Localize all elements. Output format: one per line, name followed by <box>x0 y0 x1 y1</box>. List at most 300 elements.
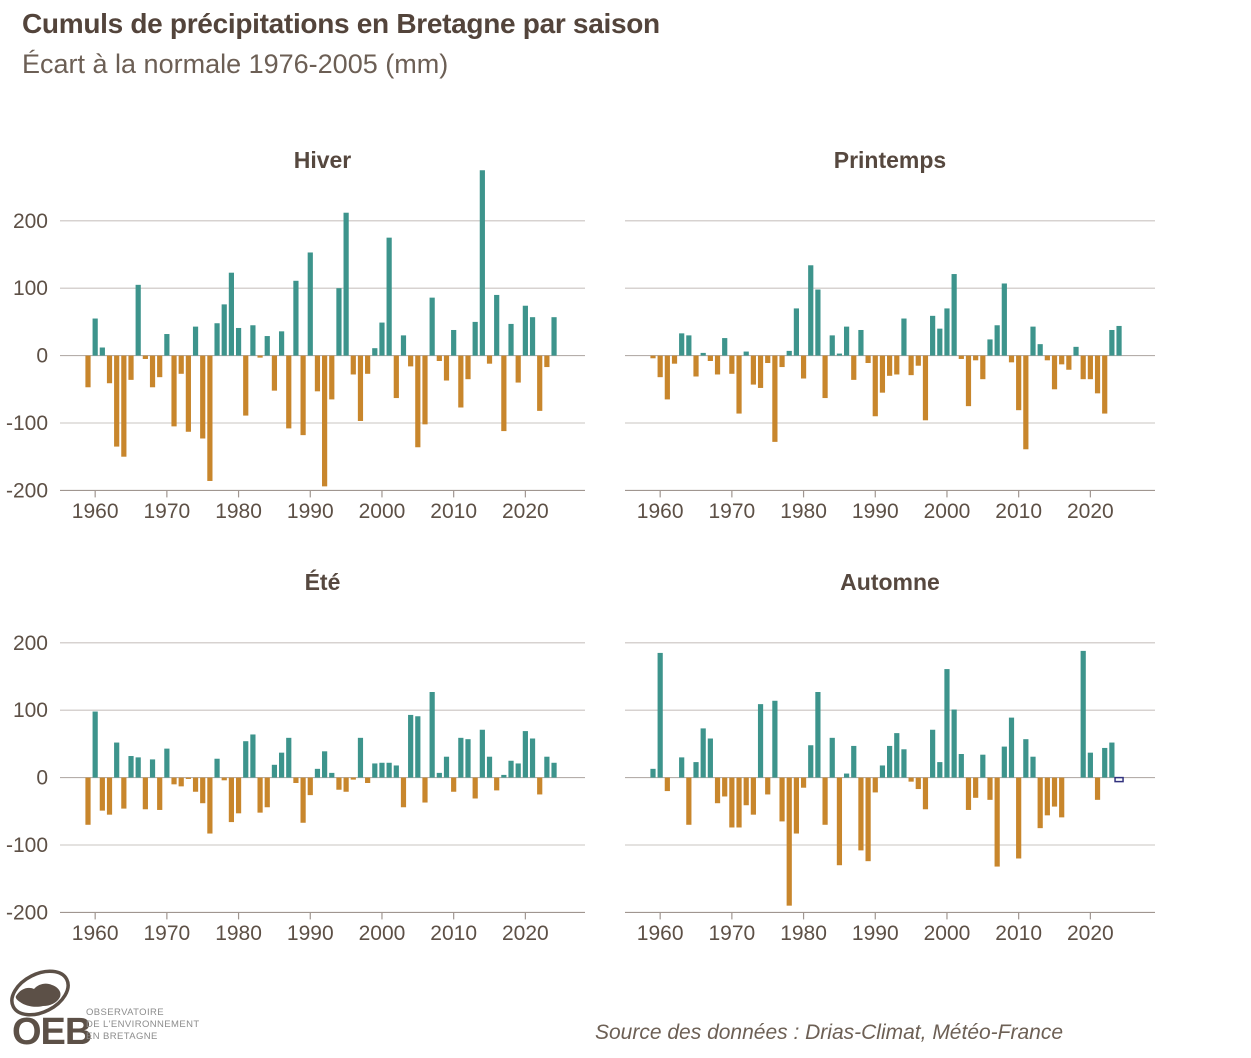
bar-1960 <box>658 653 663 778</box>
bar-2017 <box>501 356 506 431</box>
bar-1987 <box>286 356 291 429</box>
bar-1995 <box>344 213 349 356</box>
chart-title-hiver: Hiver <box>293 147 352 173</box>
bar-1985 <box>837 778 842 866</box>
bar-1974 <box>193 327 198 356</box>
bar-2003 <box>966 356 971 407</box>
bar-1982 <box>815 290 820 356</box>
bar-1982 <box>250 734 255 777</box>
bar-1999 <box>372 348 377 355</box>
bar-1965 <box>128 756 133 778</box>
bar-2021 <box>1095 778 1100 800</box>
bar-2008 <box>1002 283 1007 355</box>
x-axis-label-1980: 1980 <box>780 500 827 523</box>
bar-1980 <box>801 778 806 788</box>
bar-2005 <box>415 716 420 777</box>
bar-1990 <box>873 778 878 793</box>
bar-1981 <box>243 741 248 777</box>
bar-1968 <box>715 778 720 804</box>
y-axis-label-200: 200 <box>12 631 48 655</box>
bar-2013 <box>1038 344 1043 355</box>
bar-1992 <box>322 356 327 487</box>
bar-1963 <box>114 743 119 778</box>
bar-1978 <box>787 351 792 356</box>
bar-2005 <box>980 356 985 380</box>
bar-2002 <box>394 356 399 398</box>
bar-1975 <box>200 778 205 804</box>
bar-2024 <box>1116 326 1121 356</box>
bar-2002 <box>394 765 399 777</box>
bar-1986 <box>844 774 849 778</box>
bar-2008 <box>1002 747 1007 778</box>
bar-1999 <box>937 762 942 778</box>
x-axis-label-2000: 2000 <box>358 500 406 523</box>
bar-1966 <box>136 285 141 356</box>
bar-2014 <box>1045 356 1050 361</box>
x-axis-label-2000: 2000 <box>923 922 971 945</box>
bar-1972 <box>744 778 749 806</box>
bar-1967 <box>708 739 713 778</box>
bar-2017 <box>501 775 506 778</box>
bar-1968 <box>715 356 720 375</box>
bar-2009 <box>1009 718 1014 778</box>
y-axis-label-0: 0 <box>36 344 48 368</box>
bar-1982 <box>250 325 255 355</box>
bar-1961 <box>665 778 670 791</box>
bar-2022 <box>537 778 542 795</box>
bar-2000 <box>944 669 949 778</box>
bar-2016 <box>494 295 499 356</box>
bar-1989 <box>301 778 306 823</box>
bar-1959 <box>650 356 655 359</box>
chart-title-ete: Été <box>304 569 341 595</box>
x-axis-label-1960: 1960 <box>71 500 119 523</box>
bar-1994 <box>336 288 341 355</box>
bar-2017 <box>1066 356 1071 370</box>
bar-2008 <box>437 356 442 361</box>
bar-1976 <box>772 701 777 778</box>
bar-2011 <box>458 738 463 778</box>
bar-2015 <box>1052 356 1057 390</box>
bar-1996 <box>916 778 921 789</box>
bar-1971 <box>171 778 176 785</box>
bar-1966 <box>136 757 141 777</box>
bar-1970 <box>729 356 734 374</box>
x-axis-label-2020: 2020 <box>502 922 549 945</box>
bar-1998 <box>930 316 935 356</box>
bar-2003 <box>401 335 406 355</box>
bar-1978 <box>222 304 227 355</box>
chart-ete <box>0 552 600 952</box>
bar-2019 <box>516 356 521 383</box>
bar-1966 <box>701 728 706 777</box>
bar-1994 <box>901 319 906 356</box>
bar-1986 <box>279 331 284 355</box>
bar-1980 <box>236 778 241 814</box>
bar-1988 <box>858 778 863 851</box>
bar-1962 <box>672 356 677 364</box>
logo-org-line-3: EN BRETAGNE <box>86 1031 158 1042</box>
bar-1987 <box>286 738 291 778</box>
bar-2020 <box>1088 753 1093 778</box>
chart-title-automne: Automne <box>840 569 940 595</box>
bar-1988 <box>293 281 298 356</box>
bar-1976 <box>772 356 777 442</box>
bar-2012 <box>465 356 470 380</box>
bar-2007 <box>430 298 435 356</box>
bar-2014 <box>480 730 485 778</box>
bar-2004 <box>973 778 978 798</box>
bar-1998 <box>365 778 370 783</box>
bar-2015 <box>487 356 492 364</box>
bar-1965 <box>693 762 698 778</box>
bar-2022 <box>1102 356 1107 414</box>
chart-automne <box>600 552 1251 952</box>
bar-1977 <box>779 778 784 822</box>
bar-1968 <box>150 759 155 777</box>
bar-1996 <box>351 778 356 780</box>
bar-1977 <box>214 759 219 778</box>
bar-2016 <box>1059 356 1064 365</box>
bar-2003 <box>401 778 406 808</box>
bar-2010 <box>1016 778 1021 859</box>
bar-1965 <box>128 356 133 380</box>
bar-1965 <box>693 356 698 377</box>
bar-1961 <box>665 356 670 400</box>
bar-1963 <box>679 333 684 355</box>
bar-1970 <box>729 778 734 828</box>
x-axis-label-2010: 2010 <box>430 500 478 523</box>
bar-1979 <box>229 273 234 356</box>
bar-2019 <box>1081 651 1086 778</box>
bar-2020 <box>1088 356 1093 380</box>
y-axis-label-100: 100 <box>12 699 48 723</box>
bar-2018 <box>1073 347 1078 356</box>
bar-1969 <box>722 338 727 356</box>
bar-1997 <box>358 738 363 778</box>
bar-2001 <box>387 238 392 356</box>
bar-2010 <box>1016 356 1021 411</box>
bar-2003 <box>966 778 971 810</box>
bar-1994 <box>336 778 341 790</box>
bar-2008 <box>437 773 442 778</box>
x-axis-label-2020: 2020 <box>1067 500 1114 523</box>
bar-1990 <box>308 778 313 796</box>
chart-title-printemps: Printemps <box>833 147 947 173</box>
bar-1960 <box>658 356 663 378</box>
bar-1970 <box>164 334 169 356</box>
y-axis-label-0: 0 <box>36 766 48 790</box>
bar-1961 <box>100 778 105 811</box>
bar-1964 <box>686 335 691 355</box>
bar-1975 <box>765 356 770 363</box>
source-note: Source des données : Drias-Climat, Météo-France <box>595 1021 1064 1044</box>
bar-2022 <box>537 356 542 411</box>
bar-1962 <box>107 778 112 815</box>
bar-2014 <box>480 170 485 355</box>
y-axis-label--200: -200 <box>5 901 48 925</box>
bar-1988 <box>293 778 298 783</box>
bar-1968 <box>150 356 155 388</box>
bar-1959 <box>85 778 90 825</box>
bar-1974 <box>758 356 763 388</box>
bar-2001 <box>387 763 392 778</box>
x-axis-label-1970: 1970 <box>708 500 756 523</box>
bar-2016 <box>1059 778 1064 818</box>
bar-1997 <box>358 356 363 421</box>
bar-1983 <box>257 356 262 358</box>
bar-2004 <box>408 356 413 367</box>
x-axis-label-1980: 1980 <box>215 922 262 945</box>
bar-2012 <box>1030 327 1035 356</box>
bar-1997 <box>923 778 928 810</box>
bar-1972 <box>744 352 749 356</box>
bar-1989 <box>866 778 871 862</box>
bar-1985 <box>837 354 842 356</box>
bar-2009 <box>444 356 449 381</box>
bar-2000 <box>379 763 384 778</box>
y-axis-label--100: -100 <box>5 834 48 857</box>
bar-1981 <box>808 745 813 777</box>
page-subtitle: Écart à la normale 1976-2005 (mm) <box>22 49 449 79</box>
x-axis-label-1960: 1960 <box>636 500 684 523</box>
bar-1999 <box>937 329 942 356</box>
bar-2020 <box>523 731 528 778</box>
bar-2013 <box>1038 778 1043 829</box>
bar-2019 <box>1081 356 1086 380</box>
bar-1976 <box>207 778 212 834</box>
bar-1967 <box>708 356 713 361</box>
bar-1984 <box>265 336 270 356</box>
bar-1971 <box>171 356 176 427</box>
bar-2023 <box>544 757 549 778</box>
bar-1969 <box>157 778 162 810</box>
bar-1964 <box>686 778 691 825</box>
bar-1972 <box>179 356 184 374</box>
x-axis-label-1990: 1990 <box>286 922 334 945</box>
bar-1998 <box>930 730 935 778</box>
bar-1985 <box>272 356 277 391</box>
bar-2016 <box>494 778 499 791</box>
bar-2022 <box>1102 748 1107 778</box>
logo-org-line-2: DE L'ENVIRONNEMENT <box>86 1019 200 1030</box>
y-axis-label-100: 100 <box>12 277 48 301</box>
bar-2006 <box>422 778 427 803</box>
bar-2005 <box>980 755 985 778</box>
x-axis-label-1970: 1970 <box>143 500 191 523</box>
bar-1977 <box>214 323 219 355</box>
bar-2021 <box>1095 356 1100 394</box>
bar-2023 <box>1109 330 1114 356</box>
bar-1995 <box>909 356 914 376</box>
chart-hiver <box>0 130 600 530</box>
bar-2009 <box>1009 356 1014 363</box>
bar-2018 <box>508 324 513 356</box>
x-axis-label-2000: 2000 <box>923 500 971 523</box>
bar-1983 <box>257 778 262 813</box>
bar-2011 <box>458 356 463 408</box>
bar-1981 <box>243 356 248 416</box>
bar-1975 <box>200 356 205 439</box>
bar-1979 <box>794 308 799 355</box>
bar-1972 <box>179 778 184 787</box>
bar-1991 <box>315 356 320 392</box>
page-title: Cumuls de précipitations en Bretagne par saison <box>22 8 660 39</box>
x-axis-label-2020: 2020 <box>502 500 549 523</box>
bar-1961 <box>100 348 105 356</box>
bar-1993 <box>894 356 899 375</box>
bar-1973 <box>186 356 191 432</box>
bar-2007 <box>995 325 1000 355</box>
x-axis-label-2020: 2020 <box>1067 922 1114 945</box>
bar-1993 <box>329 356 334 400</box>
x-axis-label-1970: 1970 <box>708 922 756 945</box>
bar-2009 <box>444 757 449 778</box>
bar-2012 <box>1030 757 1035 778</box>
x-axis-label-2010: 2010 <box>995 500 1043 523</box>
bar-1992 <box>887 356 892 376</box>
bar-1986 <box>279 753 284 778</box>
bar-1995 <box>909 778 914 782</box>
brittany-map-icon <box>16 984 61 1007</box>
bar-1999 <box>372 763 377 777</box>
bar-2002 <box>959 356 964 359</box>
x-axis-label-1960: 1960 <box>636 922 684 945</box>
bar-1982 <box>815 692 820 778</box>
bar-2007 <box>995 778 1000 867</box>
chart-printemps <box>600 130 1251 530</box>
bar-1974 <box>193 778 198 792</box>
bar-1975 <box>765 778 770 795</box>
bar-2004 <box>973 356 978 361</box>
bar-1959 <box>650 769 655 778</box>
y-axis-label--100: -100 <box>5 412 48 435</box>
bar-1959 <box>85 356 90 388</box>
x-axis-label-2010: 2010 <box>430 922 478 945</box>
bar-2011 <box>1023 739 1028 777</box>
bar-1970 <box>164 749 169 778</box>
bar-1967 <box>143 778 148 810</box>
bar-2023 <box>544 356 549 367</box>
bar-2001 <box>952 274 957 356</box>
bar-2006 <box>987 778 992 800</box>
bar-1985 <box>272 765 277 778</box>
bar-1990 <box>308 252 313 355</box>
bar-1989 <box>866 356 871 363</box>
bar-1984 <box>830 738 835 778</box>
x-axis-label-1990: 1990 <box>851 500 899 523</box>
bar-1978 <box>787 778 792 906</box>
bar-1984 <box>830 335 835 355</box>
bar-2000 <box>944 308 949 355</box>
bar-1992 <box>322 751 327 777</box>
bar-2011 <box>1023 356 1028 450</box>
bar-1971 <box>736 356 741 414</box>
x-axis-label-2010: 2010 <box>995 922 1043 945</box>
bar-1973 <box>751 778 756 815</box>
bar-1969 <box>157 356 162 378</box>
bar-2002 <box>959 754 964 778</box>
bar-2019 <box>516 763 521 777</box>
bar-2005 <box>415 356 420 448</box>
bar-1960 <box>93 319 98 356</box>
bar-2004 <box>408 715 413 778</box>
bar-1986 <box>844 327 849 356</box>
bar-2010 <box>451 778 456 792</box>
bar-1963 <box>679 757 684 777</box>
x-axis-label-1960: 1960 <box>71 922 119 945</box>
bar-1997 <box>923 356 928 421</box>
x-axis-label-1970: 1970 <box>143 922 191 945</box>
bar-1963 <box>114 356 119 447</box>
bar-2023 <box>1109 743 1114 778</box>
x-axis-label-1990: 1990 <box>286 500 334 523</box>
bar-1964 <box>121 778 126 809</box>
bar-2000 <box>379 323 384 356</box>
bar-2024 <box>551 763 556 778</box>
x-axis-label-2000: 2000 <box>358 922 406 945</box>
bar-2006 <box>987 339 992 355</box>
bar-1993 <box>894 733 899 777</box>
bar-2013 <box>473 778 478 799</box>
bar-1991 <box>315 769 320 778</box>
bar-1964 <box>121 356 126 457</box>
y-axis-label--200: -200 <box>5 479 48 503</box>
bar-1974 <box>758 704 763 777</box>
bar-2014 <box>1045 778 1050 816</box>
logo-acronym: OEB <box>12 1011 92 1053</box>
bar-1960 <box>93 712 98 778</box>
bar-1976 <box>207 356 212 481</box>
bar-1973 <box>751 356 756 385</box>
bar-1991 <box>880 356 885 393</box>
bar-2021 <box>530 739 535 778</box>
bar-1979 <box>794 778 799 834</box>
bar-1989 <box>301 356 306 436</box>
bar-1994 <box>901 749 906 777</box>
bar-2006 <box>422 356 427 425</box>
bar-1969 <box>722 778 727 797</box>
bar-2021 <box>530 317 535 355</box>
bar-1998 <box>365 356 370 374</box>
bar-2010 <box>451 330 456 356</box>
bar-1987 <box>851 746 856 778</box>
bar-2018 <box>508 761 513 778</box>
bar-1992 <box>887 746 892 778</box>
bar-2024 <box>551 317 556 355</box>
bar-1981 <box>808 265 813 355</box>
bar-1984 <box>265 778 270 808</box>
bar-2024-special <box>1115 778 1123 782</box>
bar-1971 <box>736 778 741 828</box>
bar-1962 <box>107 356 112 384</box>
bar-2015 <box>487 757 492 778</box>
x-axis-label-1980: 1980 <box>215 500 262 523</box>
bar-1980 <box>801 356 806 379</box>
bar-1995 <box>344 778 349 792</box>
bar-2015 <box>1052 778 1057 807</box>
bar-1978 <box>222 778 227 781</box>
bar-1973 <box>186 778 191 779</box>
bar-1983 <box>822 778 827 825</box>
bar-1991 <box>880 765 885 777</box>
logo-org-line-1: OBSERVATOIRE <box>86 1007 165 1018</box>
bar-1977 <box>779 356 784 367</box>
bar-1980 <box>236 328 241 356</box>
x-axis-label-1980: 1980 <box>780 922 827 945</box>
bar-1996 <box>351 356 356 375</box>
bar-1967 <box>143 356 148 359</box>
